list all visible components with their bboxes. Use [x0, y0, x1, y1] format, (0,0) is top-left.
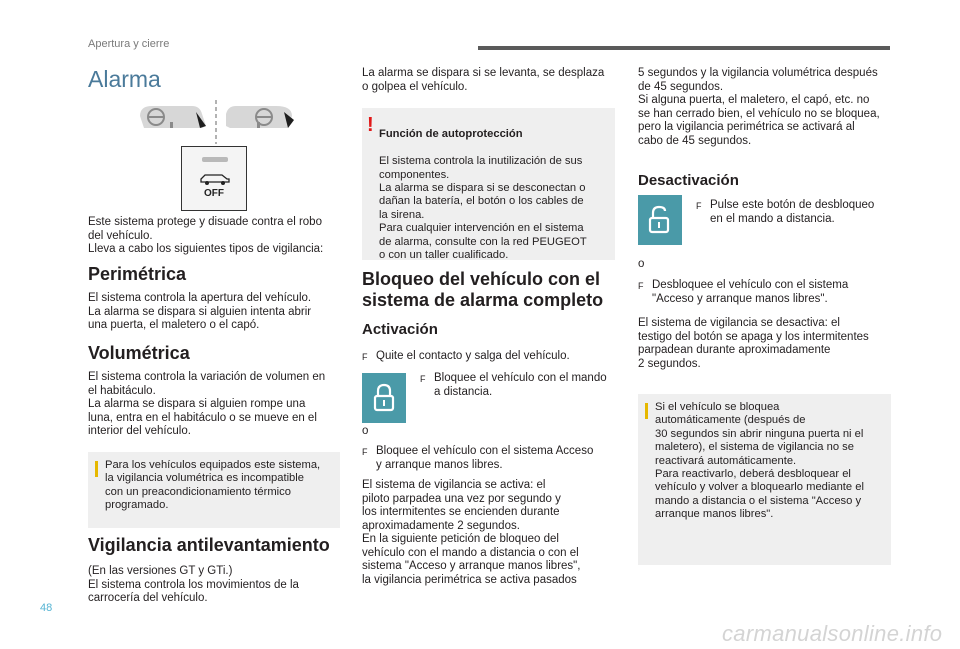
header-bar: [478, 46, 890, 50]
deactivation-step-2: [638, 279, 893, 306]
warning-text: El sistema controla la inutilización de sus componentes. La alarma se dispara si se desconectan o dañan la batería, el botón o los cables de la sirena. Para cualquier intervención en el sistema de alarma, consulte con la red PEUGEOT o con un taller cualificado.: [379, 155, 587, 262]
activation-step-1: [362, 350, 627, 365]
volumetrica-heading: Volumétrica: [88, 343, 190, 363]
deactivation-step-1-text: Pulse este botón de desbloqueo en el mando a distancia.: [710, 199, 875, 225]
info-marker-icon: [95, 461, 98, 477]
section-header: Apertura y cierre: [88, 38, 170, 50]
activacion-heading: Activación: [362, 321, 438, 338]
warning-icon: !: [367, 114, 374, 136]
activation-step-3: [362, 445, 627, 472]
warning-title: Función de autoprotección: [379, 128, 523, 141]
intro-text: Este sistema protege y disuade contra el robo del vehículo. Lleva a cabo los siguientes tipos de vigilancia:: [88, 216, 324, 255]
activation-step-2-text: Bloquee el vehículo con el mando a distancia.: [434, 372, 607, 398]
bullet-icon: F: [420, 374, 426, 384]
alarm-illustration: [136, 98, 296, 146]
off-label: OFF: [204, 188, 224, 199]
activation-text: El sistema de vigilancia se activa: el piloto parpadea una vez por segundo y los intermitentes se encienden durante aproximadamente 2 segundos. En la siguiente petición de bloqueo del vehículo con el mando a distancia o con el sistema "Acceso y arranque manos libres", la vigilancia perimétrica se activa pasados: [362, 479, 581, 586]
watermark: carmanualsonline.info: [722, 621, 943, 646]
bullet-icon: F: [362, 352, 368, 362]
alarm-off-button-icon: [181, 146, 247, 211]
car-interior-right-icon: [226, 106, 294, 128]
autoproteccion-warning: [362, 108, 615, 260]
column2-intro: La alarma se dispara si se levanta, se desplaza o golpea el vehículo.: [362, 67, 605, 93]
desactivacion-heading: Desactivación: [638, 172, 739, 189]
remote-unlock-button-icon: [638, 195, 682, 245]
or-label: o: [362, 425, 369, 437]
antilevantamiento-heading: Vigilancia antilevantamiento: [88, 535, 330, 555]
volumetrica-note-text: Para los vehículos equipados este sistema, la vigilancia volumétrica es incompatible con un preacondicionamiento térmico programado.: [105, 459, 321, 512]
bullet-icon: F: [362, 447, 368, 457]
page-number: 48: [40, 602, 53, 614]
perimetrica-text: El sistema controla la apertura del vehículo. La alarma se dispara si alguien intenta abrir una puerta, el maletero o el capó.: [88, 292, 312, 331]
bullet-icon: F: [696, 201, 702, 211]
deactivation-text: El sistema de vigilancia se desactiva: el testigo del botón se apaga y los intermitentes parpadean durante aproximadamente 2 segundos.: [638, 317, 869, 370]
column3-continuation: 5 segundos y la vigilancia volumétrica después de 45 segundos. Si alguna puerta, el maletero, el capó, etc. no se han cerrado bien, el vehículo no se bloquea, pero la vigilancia perimétrica se activará al cabo de 45 segundos.: [638, 67, 880, 147]
bullet-icon: F: [638, 281, 644, 291]
remote-lock-button-icon: [362, 373, 406, 423]
page-title: Alarma: [88, 66, 161, 92]
car-interior-left-icon: [140, 106, 206, 128]
activation-step-1-text: Quite el contacto y salga del vehículo.: [376, 350, 570, 362]
deactivation-step-2-text: Desbloquee el vehículo con el sistema "Acceso y arranque manos libres".: [652, 279, 849, 305]
volumetrica-text: El sistema controla la variación de volumen en el habitáculo. La alarma se dispara si alguien rompe una luna, entra en el habitáculo o se mueve en el interior del vehículo.: [88, 371, 326, 437]
or-label-2: o: [638, 258, 645, 270]
antilevantamiento-text: (En las versiones GT y GTi.) El sistema controla los movimientos de la carrocería del vehículo.: [88, 565, 299, 604]
activation-step-2: [420, 372, 620, 399]
reactivation-note: [638, 394, 891, 565]
bloqueo-heading: Bloqueo del vehículo con el sistema de alarma completo: [362, 269, 604, 310]
volumetrica-note: [88, 452, 340, 528]
perimetrica-heading: Perimétrica: [88, 264, 187, 284]
car-interior-icons: [136, 98, 296, 146]
reactivation-note-text: Si el vehículo se bloquea automáticamente (después de 30 segundos sin abrir ninguna puerta ni el maletero), el sistema de vigilancia no se reactivará automáticamente. Para reactivarlo, deberá desbloquear el vehículo y volver a bloquearlo mediante el mando a distancia o el sistema "Acceso y arranque manos libres".: [655, 401, 864, 521]
activation-step-3-text: Bloquee el vehículo con el sistema Acceso y arranque manos libres.: [376, 445, 594, 471]
info-marker-icon: [645, 403, 648, 419]
deactivation-step-1: [696, 199, 891, 226]
